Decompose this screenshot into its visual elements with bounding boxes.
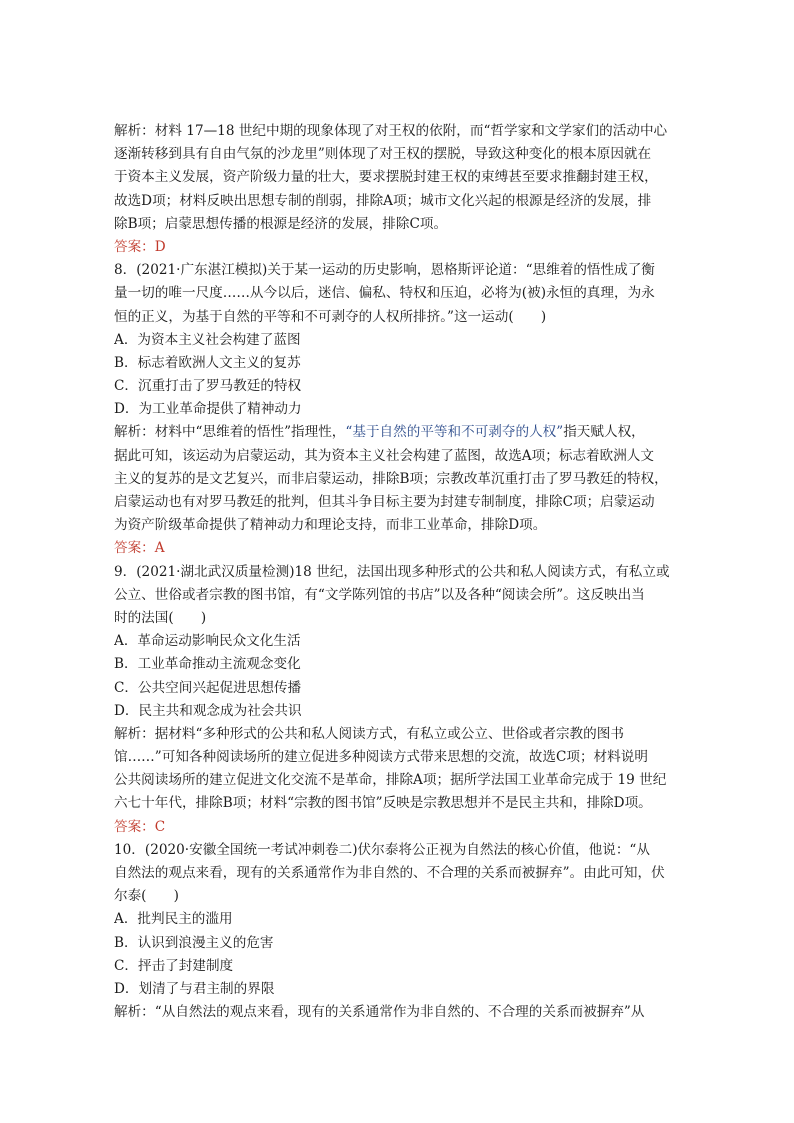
analysis-line: 除B项；启蒙思想传播的根源是经济的发展，排除C项。 [114,215,448,232]
option-a: A．为资本主义社会构建了蓝图 [114,331,301,348]
analysis-text: 指天赋人权， [563,424,645,441]
option-d: D．为工业革命提供了精神动力 [114,401,302,418]
option-c: C．抨击了封建制度 [114,957,234,974]
analysis-line: 启蒙运动也有对罗马教廷的批判，但其斗争目标主要为封建专制制度，排除C项；启蒙运动 [114,494,655,510]
analysis-line: 馆……”可知各种阅读场所的建立促进多种阅读方式带来思想的交流，故选C项；材料说明 [114,749,648,766]
question-line: 9．(2021·湖北武汉质量检测)18 世纪，法国出现多种形式的公共和私人阅读方式，有私立或 [114,563,670,580]
analysis-line: 公共阅读场所的建立促进文化交流不是革命，排除A项；据所学法国工业革命完成于 19 世纪 [114,772,667,789]
analysis-line: 主义的复苏的是文艺复兴，而非启蒙运动，排除B项；宗教改革沉重打击了罗马教廷的特权， [114,470,668,487]
q7-answer: 答案：D [114,238,166,255]
analysis-line: 据此可知，该运动为启蒙运动，其为资本主义社会构建了蓝图，故选A项；标志着欧洲人文 [114,447,654,464]
q9-analysis [114,723,682,816]
q8-answer: 答案：A [114,540,165,557]
option-d: D．民主共和观念成为社会共识 [114,702,302,719]
analysis-line: 解析：材料 17—18 世纪中期的现象体现了对王权的依附，而“哲学家和文学家们的活动中心 [114,123,668,139]
q10-analysis [114,1001,682,1024]
highlighted-quote: “基于自然的平等和不可剥夺的人权” [345,424,564,441]
analysis-line: 为资产阶级革命提供了精神动力和理论支持，而非工业革命，排除D项。 [114,517,547,534]
analysis-line: 逐渐转移到具有自由气氛的沙龙里”则体现了对王权的摆脱，导致这种变化的根本原因就在 [114,146,652,163]
analysis-text: 解析：材料中“思维着的悟性”指理性， [114,424,346,441]
question-line: 量一切的唯一尺度……从今以后，迷信、偏私、特权和压迫，必将为(被)永恒的真理，为永 [114,285,655,302]
q10-options [114,908,682,1001]
option-d: D．划清了与君主制的界限 [114,980,275,997]
q8-options [114,329,682,422]
option-b: B．标志着欧洲人文主义的复苏 [114,354,301,371]
analysis-line: 解析：据材料“多种形式的公共和私人阅读方式，有私立或公立、世俗或者宗教的图书 [114,725,624,742]
document-page [114,120,682,1024]
question-line: 时的法国( ) [114,609,207,626]
option-b: B．认识到浪漫主义的危害 [114,934,274,951]
q9-answer: 答案：C [114,818,166,835]
option-b: B．工业革命推动主流观念变化 [114,656,301,673]
analysis-line: 六七十年代，排除B项；材料“宗教的图书馆”反映是宗教思想并不是民主共和，排除D项。 [114,795,652,812]
question-line: 10．(2020·安徽全国统一考试冲刺卷二)伏尔泰将公正视为自然法的核心价值，他说：“从 [114,841,650,858]
question-line: 恒的正义，为基于自然的平等和不可剥夺的人权所排挤。”这一运动( ) [114,308,547,325]
option-c: C．公共空间兴起促进思想传播 [114,679,302,696]
q9-stem [114,561,682,631]
option-a: A．革命运动影响民众文化生活 [114,633,301,650]
q7-analysis [114,120,682,236]
question-line: 尔泰( ) [114,888,179,905]
analysis-line [114,421,682,444]
q10-stem [114,839,682,909]
q8-analysis [114,421,682,537]
option-c: C．沉重打击了罗马教廷的特权 [114,378,302,395]
option-a: A．批判民主的滥用 [114,911,233,928]
analysis-line: 解析：“从自然法的观点来看，现有的关系通常作为非自然的、不合理的关系而被摒弃”从 [114,1004,645,1021]
question-line: 公立、世俗或者宗教的图书馆，有“文学陈列馆的书店”以及各种“阅读会所”。这反映出当 [114,586,645,603]
question-line: 8．(2021·广东湛江模拟)关于某一运动的历史影响，恩格斯评论道：“思维着的悟性成了衡 [114,262,655,279]
analysis-line: 于资本主义发展，资产阶级力量的壮大，要求摆脱封建王权的束缚甚至要求推翻封建王权， [114,169,658,186]
q9-options [114,630,682,723]
question-line: 自然法的观点来看，现有的关系通常作为非自然的、不合理的关系而被摒弃”。由此可知，伏 [114,865,665,881]
q8-stem [114,259,682,329]
analysis-line: 故选D项；材料反映出思想专制的削弱，排除A项；城市文化兴起的根源是经济的发展，排 [114,192,652,209]
